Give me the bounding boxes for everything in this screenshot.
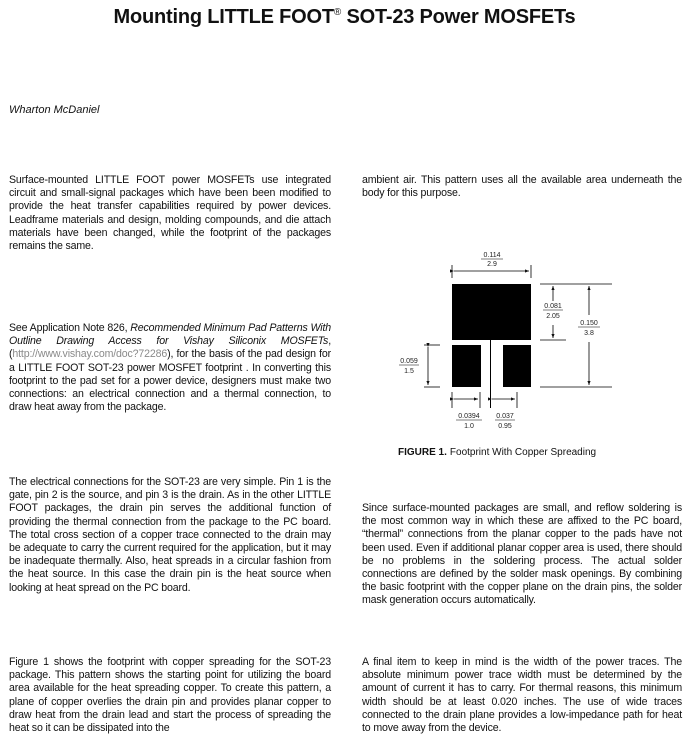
dim-width-inch: 0.114 <box>483 252 501 259</box>
app-note-title: Recommended Minimum Pad Patterns With Outline Drawing Access for Vishay Siliconix MOSFETs <box>9 322 331 348</box>
dim-width-mm: 2.9 <box>487 261 497 268</box>
text: See Application Note 826, <box>9 322 131 334</box>
title-text: Mounting LITTLE FOOT <box>113 6 334 28</box>
dim-total-height-inch: 0.150 <box>580 320 598 327</box>
dim-total-height-mm: 3.8 <box>584 330 594 337</box>
figure-caption <box>398 447 596 458</box>
text: , ( <box>9 335 331 361</box>
dim-spacing-mm: 0.95 <box>498 423 512 430</box>
dim-pad-width-mm: 1.0 <box>464 423 474 430</box>
dim-drain-height-inch: 0.081 <box>544 303 562 310</box>
figure-caption-text: Footprint With Copper Spreading <box>449 447 597 458</box>
footprint-diagram <box>380 245 680 435</box>
dim-pad-height-inch: 0.059 <box>400 358 418 365</box>
text: ), for the basis of the pad design for a LITTLE FOOT SOT-23 power MOSFET footprint . In converting this footprint to the pad set for a power device, designers must make two connections: an electrical connection and a thermal connection, to draw heat away from the package. <box>9 348 331 414</box>
dim-pad-width-inch: 0.0394 <box>458 413 480 420</box>
paragraph-trace-width: A final item to keep in mind is the width of the power traces. The absolute minimum power trace width must be determined by the amount of current it has to carry. For thermal reasons, this minimum width should be at least 0.020 inches. The use of wide traces connected to the drain plane provides a low-impedance path for heat to move away from the device. <box>362 656 682 735</box>
author: Wharton McDaniel <box>9 104 100 116</box>
registered-mark: ® <box>333 7 342 18</box>
dim-pad-height-mm: 1.5 <box>404 368 414 375</box>
footprint-figure <box>380 245 680 435</box>
gate-pad <box>452 345 481 387</box>
paragraph-app-note <box>9 322 331 414</box>
paragraph-figure-ref: Figure 1 shows the footprint with copper spreading for the SOT-23 package. This pattern shows the starting point for utilizing the board area available for the heat spreading copper. To create this pattern, a plane of copper overlies the drain pin and provides planar copper to draw heat from the drain lead and start the process of spreading the heat so it can be dissipated into the <box>9 656 331 735</box>
paragraph-ambient: ambient air. This pattern uses all the available area underneath the body for this purpose. <box>362 174 682 200</box>
title-rest: SOT-23 Power MOSFETs <box>341 6 576 28</box>
source-pad <box>503 345 531 387</box>
dim-spacing-inch: 0.037 <box>496 413 514 420</box>
paragraph-soldering: Since surface-mounted packages are small, and reflow soldering is the most common way in which these are affixed to the PC board, “thermal” connections from the planar copper to the pads have not been used. Even if additional planar copper area is used, there should be no problems in the soldering process. The actual solder connections are defined by the solder mask openings. By combining the basic footprint with the copper plane on the drain pins, the solder mask generation occurs automatically. <box>362 502 682 607</box>
paragraph-intro: Surface-mounted LITTLE FOOT power MOSFETs use integrated circuit and small-signal packages which have been been modified to provide the heat transfer capabilities required by power devices. Leadframe materials and design, molding compounds, and die attach materials have been changed, while the footprint of the packages remains the same. <box>9 174 331 253</box>
drain-pad <box>452 284 531 340</box>
figure-label: FIGURE 1. <box>398 447 447 458</box>
paragraph-electrical: The electrical connections for the SOT-23 are very simple. Pin 1 is the gate, pin 2 is the source, and pin 3 is the drain. As in the other LITTLE FOOT packages, the drain pin serves the additional function of providing the thermal connection from the package to the PC board. The total cross section of a copper trace connected to the drain may be adequate to carry the current required for the application, but it may be inadequate thermally. Also, heat spreads in a circular fashion from the heat source. In this case the drain pin is the heat source when looking at heat spread on the PC board. <box>9 476 331 594</box>
dim-drain-height-mm: 2.05 <box>546 313 560 320</box>
document-title <box>0 6 689 29</box>
app-note-link[interactable]: http://www.vishay.com/doc?72286 <box>12 348 168 361</box>
